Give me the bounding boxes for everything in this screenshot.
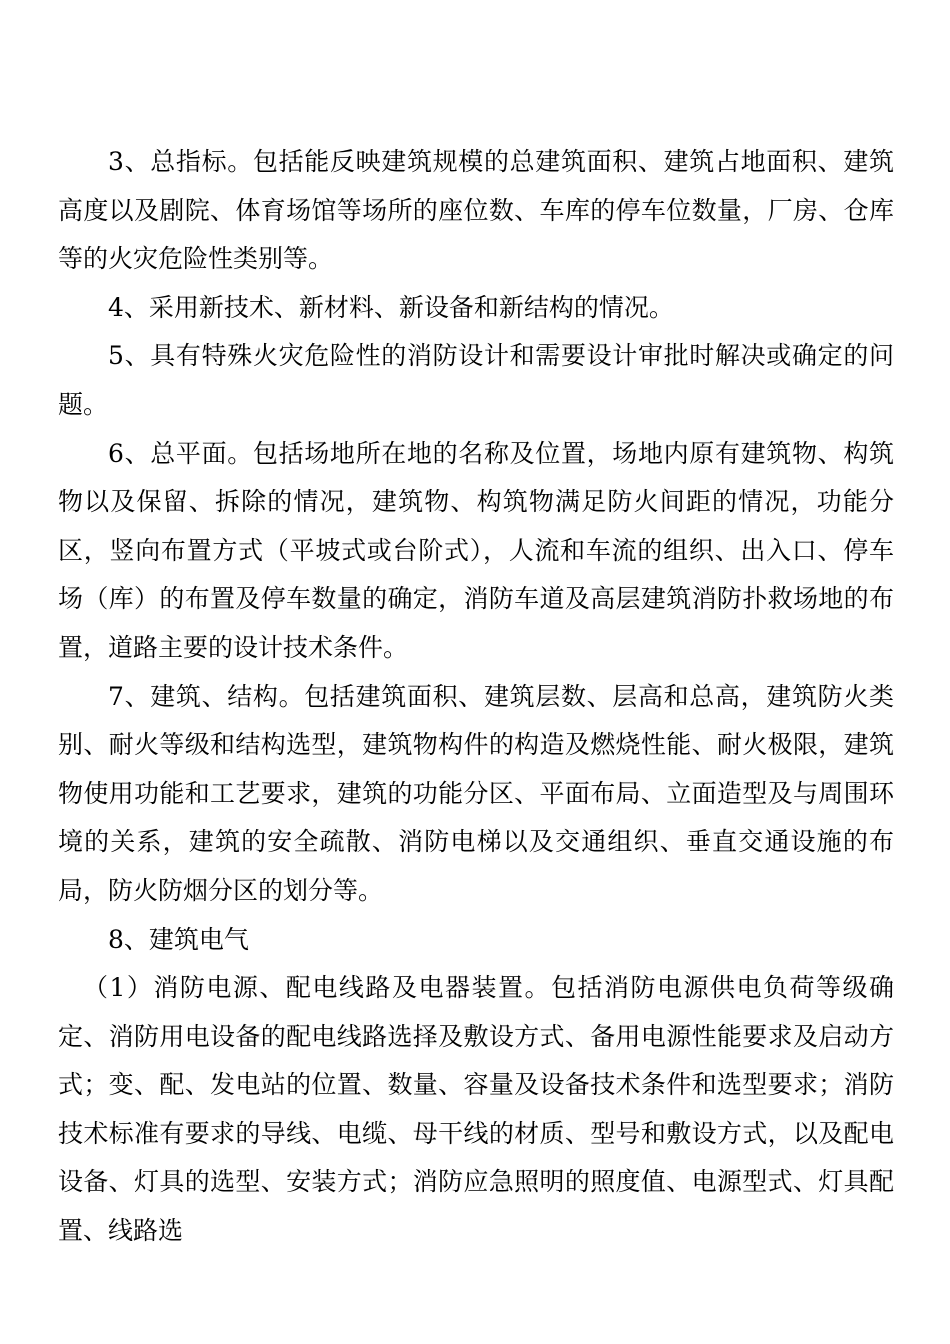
heading-building-electrical: 8、建筑电气 xyxy=(108,924,249,954)
paragraph-new-technology: 4、采用新技术、新材料、新设备和新结构的情况。 xyxy=(108,292,674,322)
paragraph-site-plan: 6、总平面。包括场地所在地的名称及位置，场地内原有建筑物、构筑物以及保留、拆除的情况，建筑物、构筑物满足防火间距的情况，功能分区，竖向布置方式（平坡式或台阶式），人流和车流的组织、出入口、停车场（库）的布置及停车数量的确定，消防车道及高层建筑消防扑救场地的布置，道路主要的设计技术条件。 xyxy=(58,438,894,662)
document-body xyxy=(58,138,894,1256)
paragraph-fire-power-supply: （1）消防电源、配电线路及电器装置。包括消防电源供电负荷等级确定、消防用电设备的配电线路选择及敷设方式、备用电源性能要求及启动方式；变、配、发电站的位置、数量、容量及设备技术条件和选型要求；消防技术标准有要求的导线、电缆、母干线的材质、型号和敷设方式，以及配电设备、灯具的选型、安装方式；消防应急照明的照度值、电源型式、灯具配置、线路选 xyxy=(58,973,894,1246)
paragraph-total-indicators: 3、总指标。包括能反映建筑规模的总建筑面积、建筑占地面积、建筑高度以及剧院、体育场馆等场所的座位数、车库的停车位数量，厂房、仓库等的火灾危险性类别等。 xyxy=(58,147,894,274)
paragraph-architecture-structure: 7、建筑、结构。包括建筑面积、建筑层数、层高和总高，建筑防火类别、耐火等级和结构选型，建筑物构件的构造及燃烧性能、耐火极限，建筑物使用功能和工艺要求，建筑的功能分区、平面布局、立面造型及与周围环境的关系，建筑的安全疏散、消防电梯以及交通组织、垂直交通设施的布局，防火防烟分区的划分等。 xyxy=(58,681,894,905)
paragraph-special-fire-risk: 5、具有特殊火灾危险性的消防设计和需要设计审批时解决或确定的问题。 xyxy=(58,341,894,419)
